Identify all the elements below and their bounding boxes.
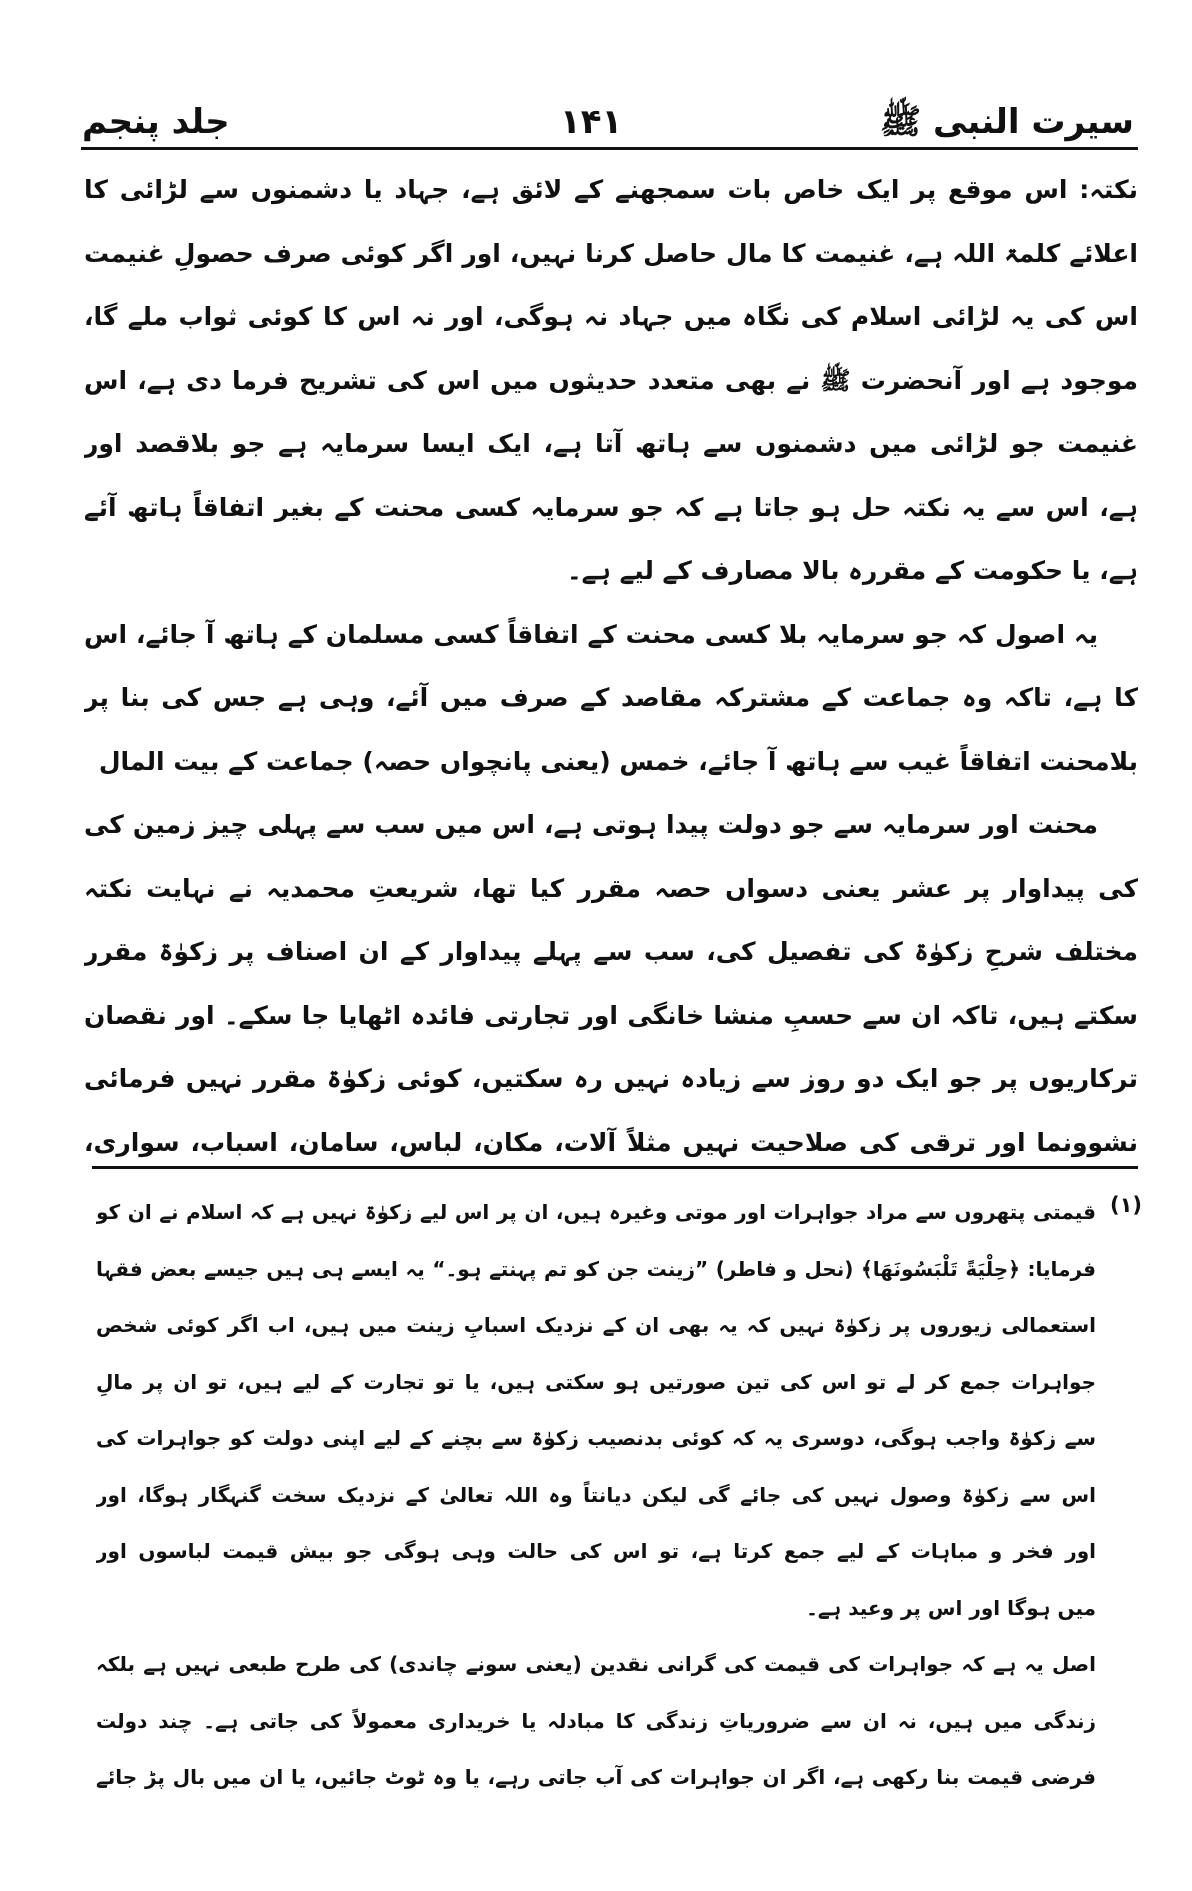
body-line: اعلائے کلمۃ اللہ ہے، غنیمت کا مال حاصل کرنا نہیں، اور اگر کوئی صرف حصولِ غنیمت <box>84 238 1138 268</box>
footnote-marker: (۱) <box>1109 1193 1142 1217</box>
body-line: ہے، اس سے یہ نکتہ حل ہو جاتا ہے کہ جو سرمایہ کسی محنت کے بغیر اتفاقاً ہاتھ آئے <box>84 492 1138 522</box>
footnote-line: اصل یہ ہے کہ جواہرات کی قیمت کی گرانی نقدین (یعنی سونے چاندی) کی طرح طبعی نہیں ہے بلکہ <box>96 1652 1096 1676</box>
footnote-line: سے زکوٰۃ واجب ہوگی، دوسری یہ کہ کوئی بدنصیب زکوٰۃ سے بچنے کے لیے اپنی دولت کو جواہرات کی <box>96 1426 1096 1450</box>
body-line: محنت اور سرمایہ سے جو دولت پیدا ہوتی ہے، اس میں سب سے پہلی چیز زمین کی <box>84 810 1098 839</box>
page-number: ۱۴۱ <box>560 102 623 142</box>
body-line: نشوونما اور ترقی کی صلاحیت نہیں مثلاً آلات، مکان، لباس، سامان، اسباب، سواری، <box>84 1127 1138 1157</box>
footnote-line: زندگی میں ہیں، نہ ان سے ضروریاتِ زندگی کا مبادلہ یا خریداری معمولاً کی جاتی ہے۔ چند دولت <box>96 1708 1096 1733</box>
body-line: نکتہ: اس موقع پر ایک خاص بات سمجھنے کے لائق ہے، جہاد یا دشمنوں سے لڑائی کا <box>84 175 1138 204</box>
footnote-line: اور فخر و مباہات کے لیے جمع کرتا ہے، تو اس کی حالت وہی ہوگی جو بیش قیمت لباسوں اور <box>96 1539 1096 1563</box>
footnote-divider <box>92 1166 1138 1169</box>
footnote-line: اس سے زکوٰۃ وصول نہیں کی جائے گی لیکن دیانتاً وہ اللہ تعالیٰ کے نزدیک سخت گنہگار ہوگا، اور <box>96 1482 1096 1507</box>
body-line: ترکاریوں پر جو ایک دو روز سے زیادہ نہیں رہ سکتیں، کوئی زکوٰۃ مقرر نہیں فرمائی <box>84 1064 1138 1093</box>
footnote-line: فرمایا: ﴿حِلْيَةً تَلْبَسُونَهَا﴾ (نحل و فاطر) ”زینت جن کو تم پہنتے ہو۔“ یہ ایسے ہی ہیں جیسے بعض فقہا <box>96 1256 1096 1281</box>
running-title: سیرت النبی ﷺ <box>880 102 1134 142</box>
body-line: مختلف شرحِ زکوٰۃ کی تفصیل کی، سب سے پہلے پیداوار کے ان اصناف پر زکوٰۃ مقرر <box>84 937 1138 966</box>
volume-label: جلد پنجم <box>82 102 230 142</box>
header-divider <box>81 147 1138 150</box>
footnote-line: میں ہوگا اور اس پر وعید ہے۔ <box>806 1595 1096 1620</box>
body-line: اس کی یہ لڑائی اسلام کی نگاہ میں جہاد نہ ہوگی، اور نہ اس کا کوئی ثواب ملے گا، <box>84 302 1138 331</box>
body-line: سکتے ہیں، تاکہ ان سے حسبِ منشا خانگی اور تجارتی فائدہ اٹھایا جا سکے۔ اور نقصان <box>84 1000 1138 1030</box>
footnote-line: استعمالی زیوروں پر زکوٰۃ نہیں کہ یہ بھی ان کے نزدیک اسبابِ زینت میں ہیں، اب اگر کوئی شخص <box>96 1313 1096 1337</box>
footnote-line: جواہرات جمع کر لے تو اس کی تین صورتیں ہو سکتی ہیں، یا تو تجارت کے لیے ہیں، تو ان پر مالِ <box>96 1369 1096 1394</box>
body-line: موجود ہے اور آنحضرت ﷺ نے بھی متعدد حدیثوں میں اس کی تشریح فرما دی ہے، اس <box>84 365 1138 395</box>
body-line: کی پیداوار پر عشر یعنی دسواں حصہ مقرر کیا تھا، شریعتِ محمدیہ نے نہایت نکتہ <box>84 873 1138 903</box>
body-line: بلامحنت اتفاقاً غیب سے ہاتھ آ جائے، خمس (یعنی پانچواں حصہ) جماعت کے بیت المال <box>98 746 1138 776</box>
body-line: کا ہے، تاکہ وہ جماعت کے مشترکہ مقاصد کے صرف میں آئے، وہی ہے جس کی بنا پر <box>84 683 1138 712</box>
body-line: یہ اصول کہ جو سرمایہ بلا کسی محنت کے اتفاقاً کسی مسلمان کے ہاتھ آ جائے، اس <box>84 619 1098 649</box>
footnote-line: قیمتی پتھروں سے مراد جواہرات اور موتی وغیرہ ہیں، ان پر اس لیے زکوٰۃ نہیں ہے کہ اسلام نے ان کو <box>96 1200 1096 1224</box>
body-line: غنیمت جو لڑائی میں دشمنوں سے ہاتھ آتا ہے، ایک ایسا سرمایہ ہے جو بلاقصد اور <box>84 429 1138 458</box>
footnote-line: فرضی قیمت بنا رکھی ہے، اگر ان جواہرات کی آب جاتی رہے، یا وہ ٹوٹ جائیں، یا ان میں بال پڑ جائے <box>96 1765 1096 1789</box>
body-line: ہے، یا حکومت کے مقررہ بالا مصارف کے لیے ہے۔ <box>566 556 1138 585</box>
